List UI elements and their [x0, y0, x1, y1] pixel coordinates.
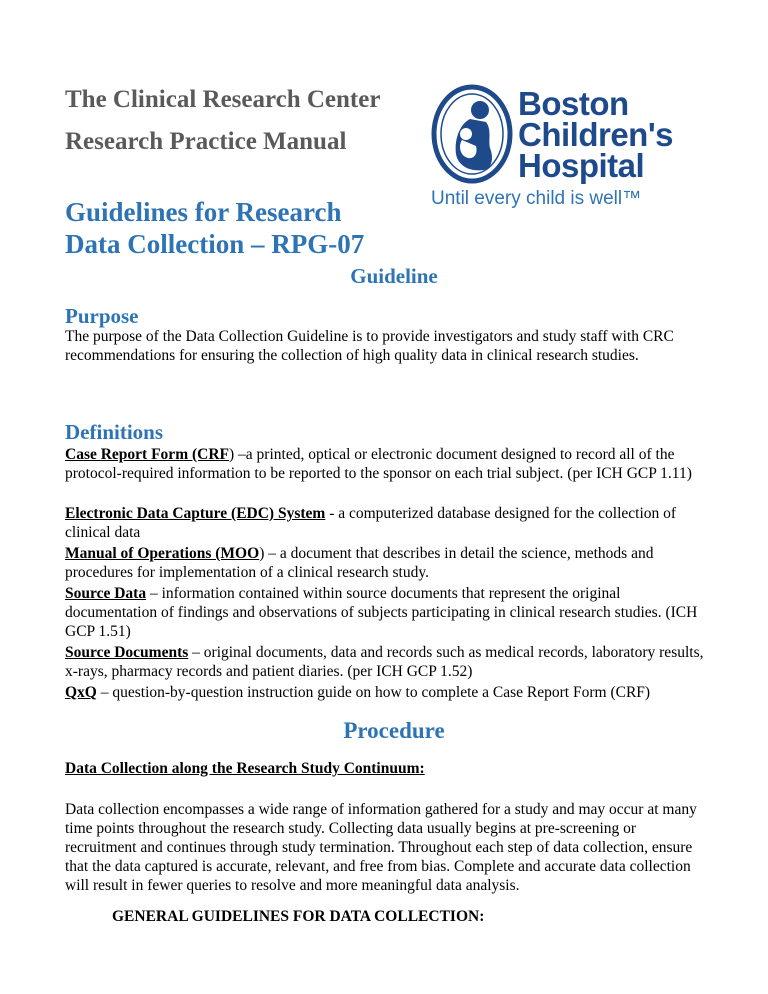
logo-wordmark	[518, 85, 674, 184]
procedure-text: Data collection encompasses a wide range of information gathered for a study and may occur at many time points throughout the research study. Collecting data usually begins at pre-screening or recruitment and continues through study termination. Throughout each step of data collection, ensure that the data captured is accurate, relevant, and free from bias. Complete and accurate data collection will result in fewer queries to resolve and more meaningful data analysis.	[65, 801, 697, 894]
definition-term: Source Documents	[65, 644, 189, 661]
definition-item	[65, 683, 705, 702]
document-title-line1: Guidelines for Research	[65, 197, 342, 227]
definitions-heading: Definitions	[65, 420, 164, 444]
general-guidelines-heading: GENERAL GUIDELINES FOR DATA COLLECTION:	[112, 908, 485, 925]
guideline-label: Guideline	[350, 264, 438, 288]
purpose-heading: Purpose	[65, 304, 139, 328]
definition-text: ) –a printed, optical or electronic document designed to record all of the protocol-required information to be reported to the sponsor on each trial subject. (per ICH GCP 1.11)	[65, 446, 692, 482]
seal-mother-child-icon	[430, 84, 514, 184]
definition-term: Electronic Data Capture (EDC) System	[65, 505, 326, 522]
hospital-logo	[430, 84, 674, 214]
definition-item	[65, 643, 705, 681]
logo-line1: Boston	[518, 85, 629, 122]
definition-text: ) – a document that describes in detail the science, methods and procedures for implementation of a clinical research study.	[65, 545, 654, 581]
procedure-heading: Procedure	[343, 718, 445, 743]
procedure-subheading: Data Collection along the Research Study Continuum:	[65, 760, 425, 777]
definition-term: QxQ	[65, 684, 97, 701]
logo-line3: Hospital	[518, 147, 645, 184]
definition-text: – original documents, data and records such as medical records, laboratory results, x-rays, pharmacy records and patient diaries. (per ICH GCP 1.52)	[65, 644, 704, 680]
definition-term: Source Data	[65, 585, 147, 602]
definition-term: Manual of Operations (MOO	[65, 545, 260, 562]
definition-item	[65, 544, 705, 582]
definition-term: Case Report Form (CRF	[65, 446, 229, 463]
document-title-line2: Data Collection – RPG-07	[65, 229, 365, 259]
purpose-text: The purpose of the Data Collection Guideline is to provide investigators and study staff with CRC recommendations for ensuring the collection of high quality data in clinical research studies.	[65, 328, 674, 364]
logo-line2: Children's	[518, 116, 674, 153]
logo-tagline: Until every child is well™	[431, 188, 642, 209]
definition-text: – question-by-question instruction guide on how to complete a Case Report Form (CRF)	[96, 684, 651, 701]
manual-title: Research Practice Manual	[65, 128, 347, 155]
definition-item	[65, 445, 705, 483]
definition-item	[65, 584, 705, 641]
center-title: The Clinical Research Center	[65, 86, 381, 113]
definition-item	[65, 504, 705, 542]
definition-text: – information contained within source documents that represent the original documentation of findings and observations of subjects participating in clinical research studies. (ICH GCP 1.51)	[65, 585, 698, 640]
document-title	[65, 196, 364, 260]
definition-text: - a computerized database designed for the collection of clinical data	[65, 505, 677, 541]
